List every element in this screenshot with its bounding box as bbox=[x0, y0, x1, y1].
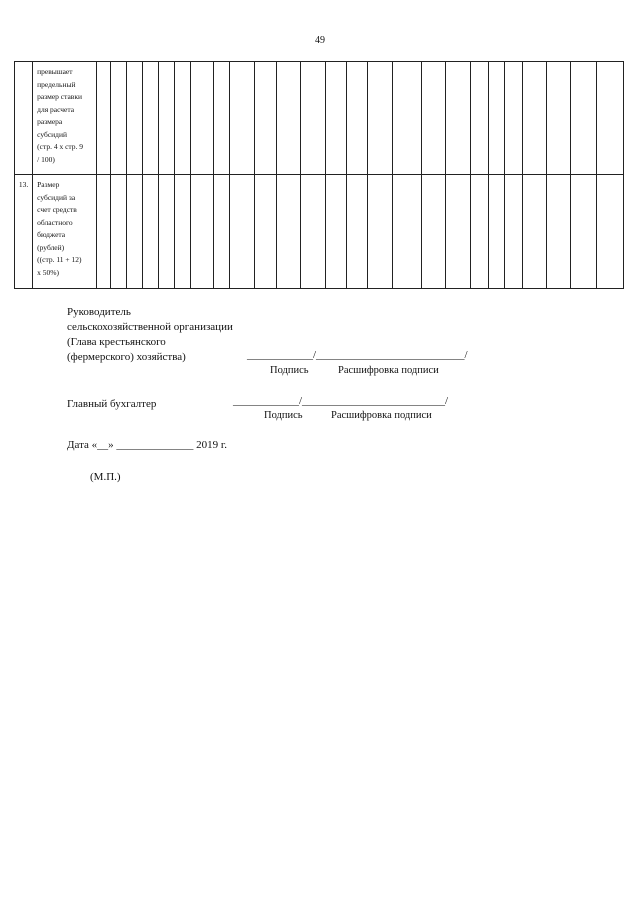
accountant-signature-line: ____________/__________________________/ bbox=[233, 395, 449, 407]
data-table bbox=[14, 61, 624, 289]
table-row bbox=[15, 62, 624, 175]
row-description: превышает предельный размер ставки для расчета размера субсидий (стр. 4 х стр. 9 / 100) bbox=[33, 62, 97, 175]
accountant-label: Главный бухгалтер bbox=[67, 398, 157, 410]
head-title-line: Руководитель bbox=[67, 306, 131, 318]
head-decoding-caption: Расшифровка подписи bbox=[338, 365, 439, 376]
accountant-decoding-caption: Расшифровка подписи bbox=[331, 410, 432, 421]
row-number: 13. bbox=[15, 175, 33, 289]
date-line: Дата «__» ______________ 2019 г. bbox=[67, 439, 227, 451]
accountant-signature-caption: Подпись bbox=[264, 410, 303, 421]
row-number bbox=[15, 62, 33, 175]
head-title-line: сельскохозяйственной организации bbox=[67, 321, 233, 333]
page-number: 49 bbox=[315, 35, 325, 46]
row-description: Размер субсидий за счет средств областного бюджета (рублей) ((стр. 11 + 12) х 50%) bbox=[33, 175, 97, 289]
head-title-line: (Глава крестьянского bbox=[67, 336, 166, 348]
head-signature-caption: Подпись bbox=[270, 365, 309, 376]
head-title-line: (фермерского) хозяйства) bbox=[67, 351, 186, 363]
head-signature-line: ____________/___________________________/ bbox=[247, 349, 468, 361]
table-row bbox=[15, 175, 624, 289]
stamp-place: (М.П.) bbox=[90, 471, 121, 483]
